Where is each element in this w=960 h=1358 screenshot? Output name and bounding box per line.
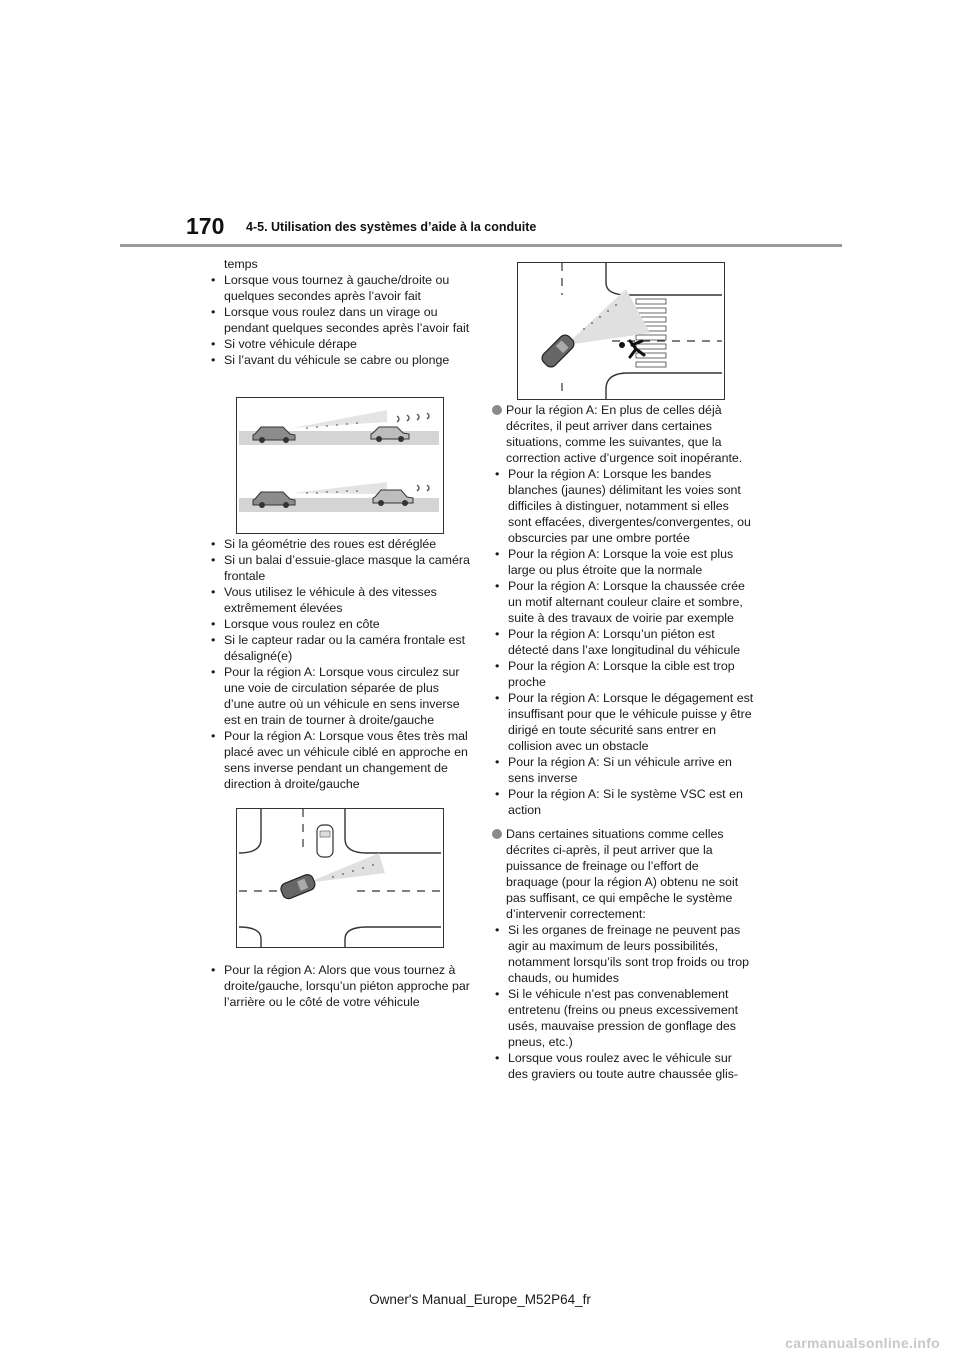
bullet-item: • Si un balai d’essuie-glace masque la caméra frontale — [208, 552, 470, 584]
radar-wave-icon — [397, 413, 429, 491]
bullet-item: • Pour la région A: Lorsqu’un piéton est détecté dans l’axe longitudinal du véhicule — [492, 626, 754, 658]
bullet-item: • Pour la région A: Lorsque le dégagement est insuffisant pour que le véhicule puisse y être dirigé en toute sécurité sans entrer en collision avec un obstacle — [492, 690, 754, 754]
note-paragraph: Dans certaines situations comme celles décrites ci-après, il peut arriver que la puissance de freinage ou l’effort de braquage (pour la région A) obtenu ne soit pas suffisant, ce qui empêche le système d’intervenir correctement: — [492, 826, 754, 922]
crossroad-turn-figure — [236, 808, 444, 948]
header-rule — [120, 244, 842, 247]
bullet-item: • Si le capteur radar ou la caméra frontale est désaligné(e) — [208, 632, 470, 664]
car-top-view-icon — [317, 825, 333, 857]
bullet-item: • Lorsque vous roulez en côte — [208, 616, 470, 632]
bullet-item: • Si votre véhicule dérape — [208, 336, 470, 352]
bullet-item: • Si l’avant du véhicule se cabre ou plonge — [208, 352, 470, 368]
pedestrian-crossing-illustration — [518, 263, 724, 399]
bullet-item: • Pour la région A: Si un véhicule arrive en sens inverse — [492, 754, 754, 786]
paragraph-gap — [492, 818, 754, 826]
road-detection-illustration — [237, 398, 443, 533]
watermark: carmanualsonline.info — [785, 1335, 940, 1351]
bullet-item: • Si le véhicule n’est pas convenablement entretenu (freins ou pneus excessivement usés, mauvaise pression de gonflage des pneus, etc.) — [492, 986, 754, 1050]
car-top-view-icon — [540, 333, 577, 370]
bullet-item: • Pour la région A: Si le système VSC est en action — [492, 786, 754, 818]
bullet-item: • Lorsque vous roulez dans un virage ou pendant quelques secondes après l’avoir fait — [208, 304, 470, 336]
section-title: 4-5. Utilisation des systèmes d’aide à la conduite — [246, 220, 537, 234]
page-number: 170 — [186, 213, 225, 239]
bullet-item: • Lorsque vous tournez à gauche/droite ou quelques secondes après l’avoir fait — [208, 272, 470, 304]
bullet-item: • Si la géométrie des roues est déréglée — [208, 536, 470, 552]
left-middle — [208, 536, 470, 792]
pedestrian-crossing-figure — [517, 262, 725, 400]
bullet-item: • Pour la région A: Alors que vous tournez à droite/gauche, lorsqu’un piéton approche par l’arrière ou le côté de votre véhicule — [208, 962, 470, 1010]
left-intro — [208, 256, 470, 368]
bullet-item: • Si les organes de freinage ne peuvent pas agir au maximum de leurs possibilités, notamment lorsqu’ils sont trop froids ou trop chauds, ou humides — [492, 922, 754, 986]
note-paragraph: Pour la région A: En plus de celles déjà décrites, il peut arriver dans certaines situations, comme les suivantes, que la correction active d’urgence soit inopérante. — [492, 402, 754, 466]
right-column — [492, 402, 754, 1082]
bullet-item: • Vous utilisez le véhicule à des vitesses extrêmement élevées — [208, 584, 470, 616]
bullet-item: • Pour la région A: Lorsque la cible est trop proche — [492, 658, 754, 690]
bullet-item: • Lorsque vous roulez avec le véhicule sur des graviers ou toute autre chaussée glis- — [492, 1050, 754, 1082]
right-block-1 — [492, 402, 754, 818]
turning-car-icon — [279, 873, 317, 901]
left-bottom — [208, 962, 470, 1010]
continued-text: temps — [224, 257, 258, 271]
footer-manual-id: Owner's Manual_Europe_M52P64_fr — [369, 1292, 591, 1307]
crossroad-illustration — [237, 809, 443, 947]
bullet-item: • Pour la région A: Lorsque la chaussée crée un motif alternant couleur claire et sombre, suite à des travaux de voirie par exemple — [492, 578, 754, 626]
bullet-item: • Pour la région A: Lorsque vous êtes très mal placé avec un véhicule ciblé en approche en sens inverse pendant un changement de direction à droite/gauche — [208, 728, 470, 792]
right-block-2 — [492, 826, 754, 1082]
bullet-item: • Pour la région A: Lorsque les bandes blanches (jaunes) délimitant les voies sont difficiles à distinguer, notamment si elles sont effacées, divergentes/convergentes, ou obscurcies par une ombre portée — [492, 466, 754, 546]
bullet-item: • Pour la région A: Lorsque la voie est plus large ou plus étroite que la normale — [492, 546, 754, 578]
road-detection-figure — [236, 397, 444, 534]
bullet-item: • Pour la région A: Lorsque vous circulez sur une voie de circulation séparée de plus d’une autre où un véhicule en sens inverse est en train de tourner à droite/gauche — [208, 664, 470, 728]
